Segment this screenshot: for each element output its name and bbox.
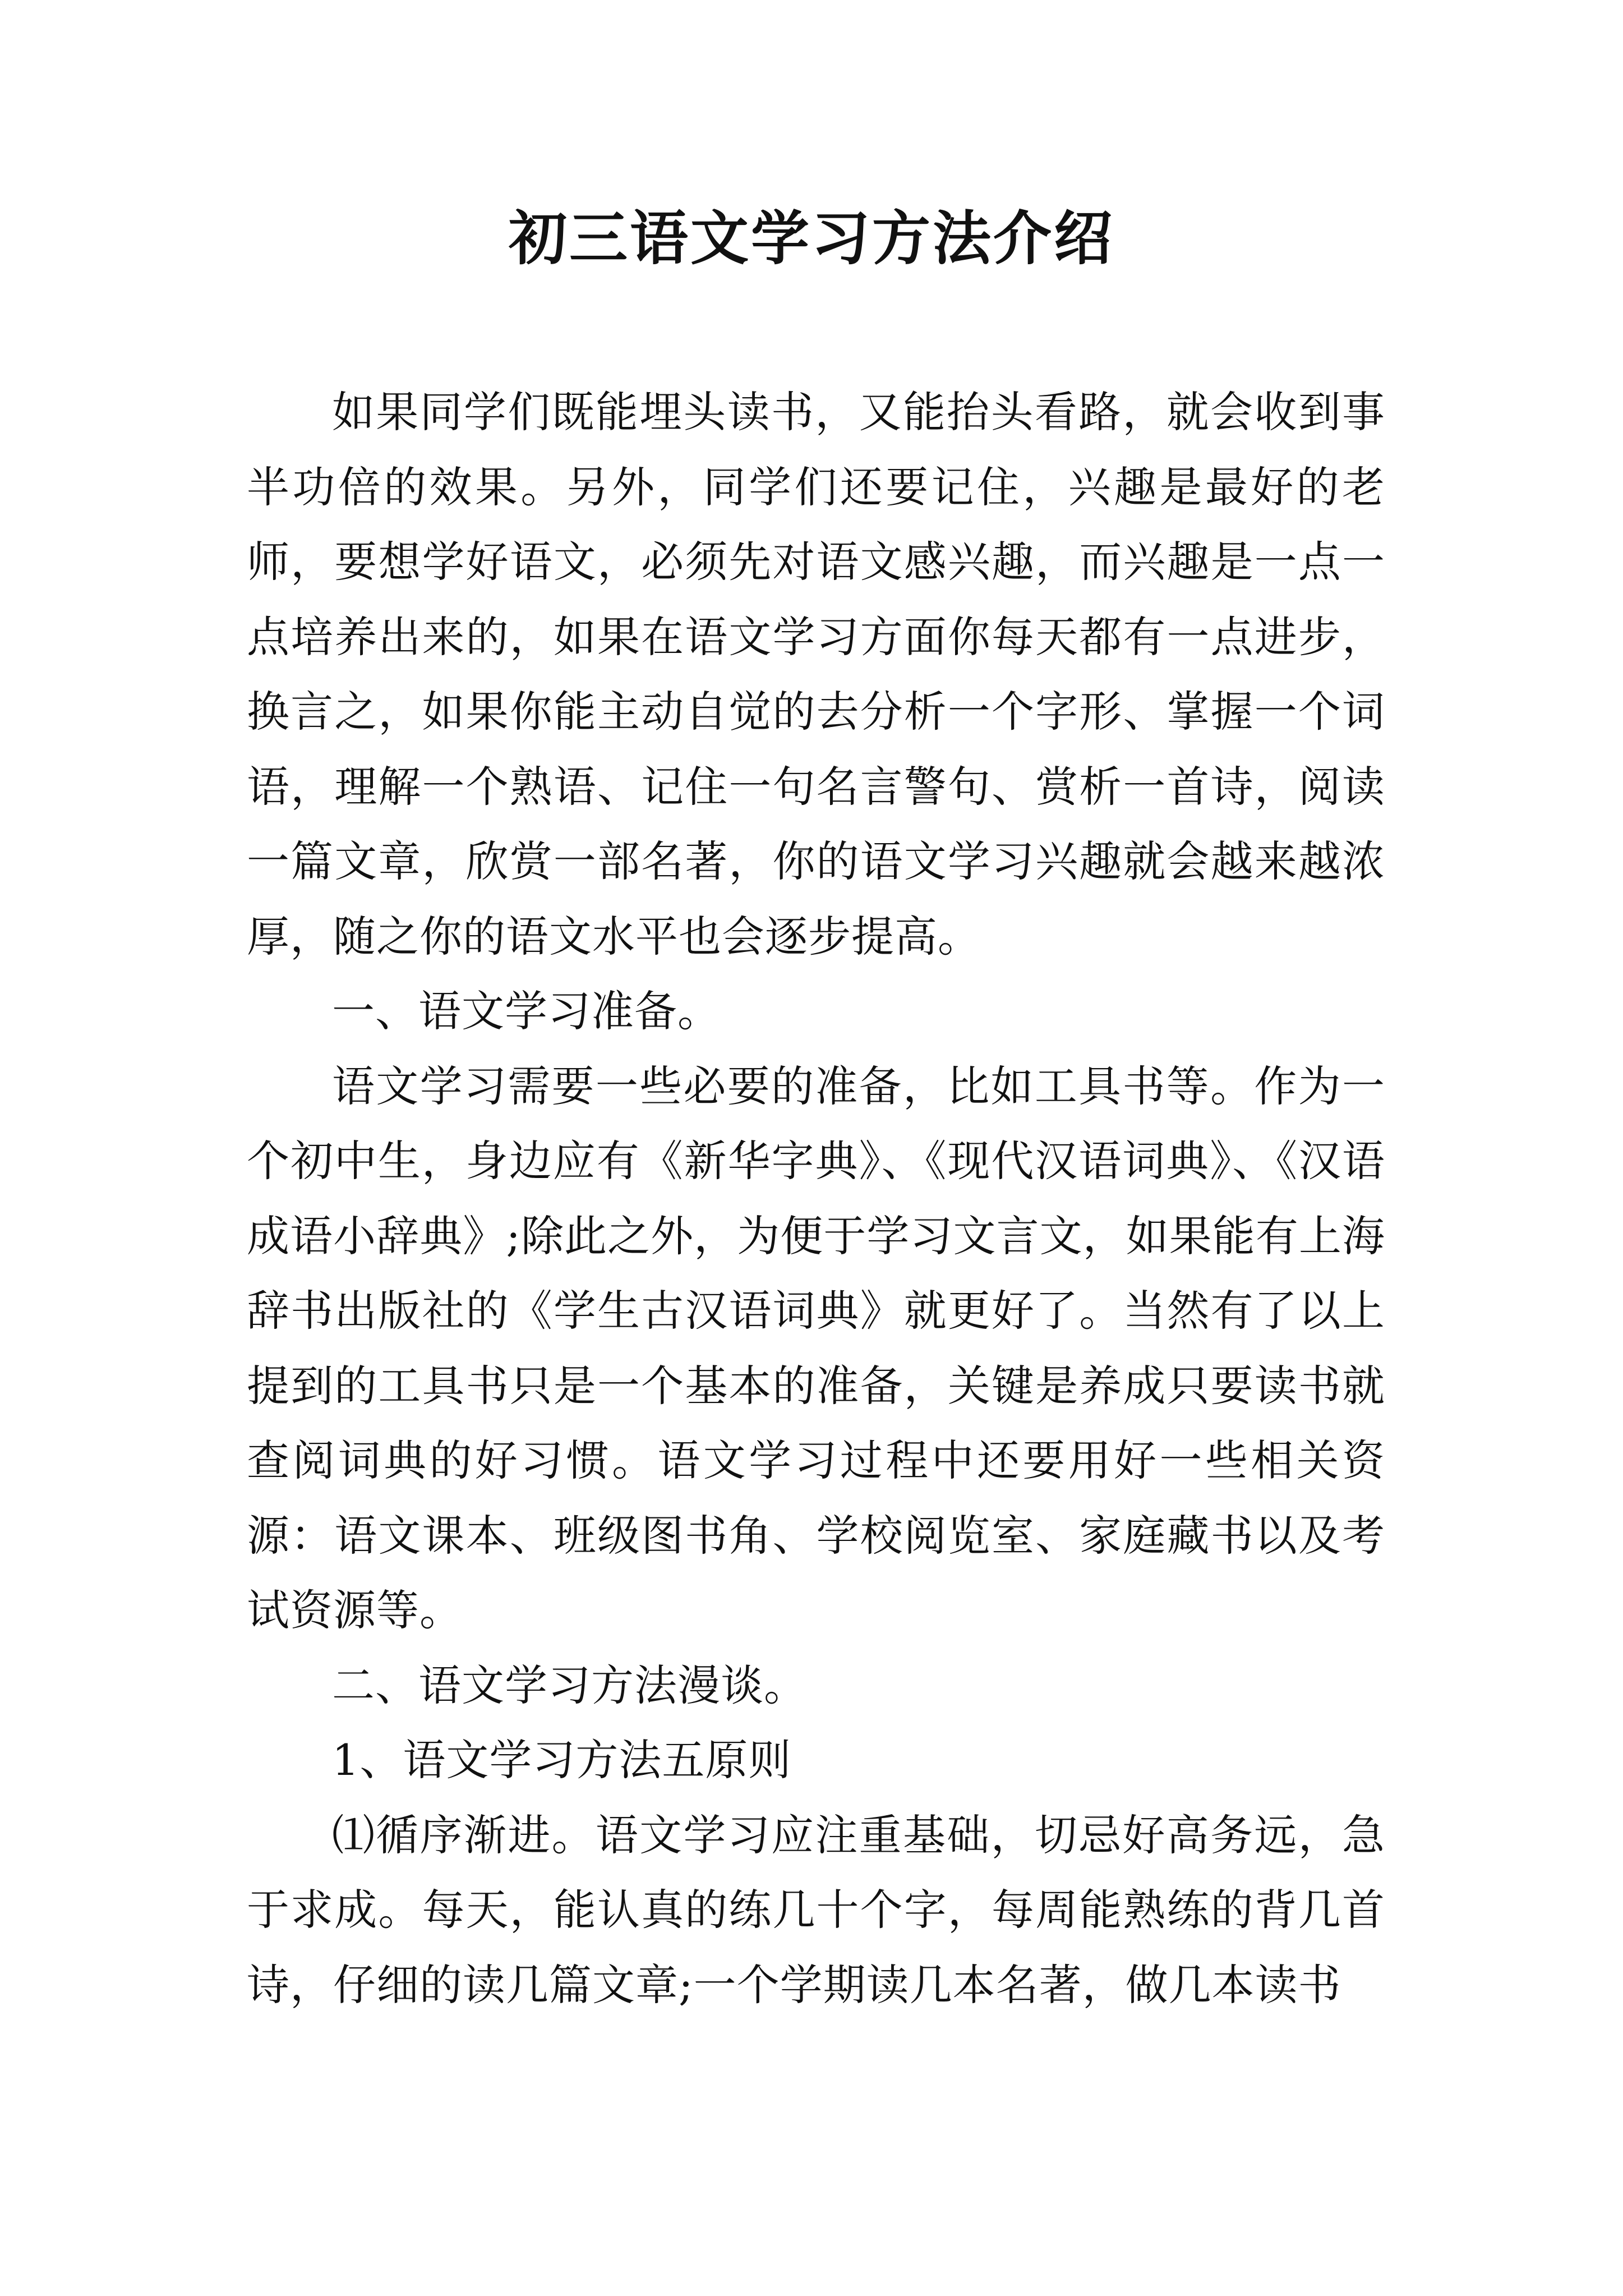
document-title: 初三语文学习方法介绍 [508,204,1114,273]
principle-paragraph-1: ⑴循序渐进。语文学习应注重基础，切忌好高务远，急于求成。每天，能认真的练几十个字，每周能熟练的背几首诗，仔细的读几篇文章;一个学期读几本名著，做几本读书 [247,1810,1385,2010]
intro-paragraph: 如果同学们既能埋头读书，又能抬头看路，就会收到事半功倍的效果。另外，同学们还要记住，兴趣是最好的老师，要想学好语文，必须先对语文感兴趣，而兴趣是一点一点培养出来的，如果在语文学习方面你每天都有一点进步，换言之，如果你能主动自觉的去分析一个字形、掌握一个词语，理解一个熟语、记住一句名言警句、赏析一首诗，阅读一篇文章，欣赏一部名著，你的语文学习兴趣就会越来越浓厚，随之你的语文水平也会逐步提高。 [247,387,1385,961]
section-heading-preparation: 一、语文学习准备。 [332,986,721,1036]
document-body [247,375,1385,2022]
section-heading-methods: 二、语文学习方法漫谈。 [332,1660,807,1710]
preparation-paragraph: 语文学习需要一些必要的准备，比如工具书等。作为一个初中生，身边应有《新华字典》、《现代汉语词典》、《汉语成语小辞典》;除此之外，为便于学习文言文，如果能有上海辞书出版社的《学生古汉语词典》就更好了。当然有了以上提到的工具书只是一个基本的准备，关键是养成只要读书就查阅词典的好习惯。语文学习过程中还要用好一些相关资源：语文课本、班级图书角、学校阅览室、家庭藏书以及考试资源等。 [247,1061,1385,1635]
subsection-heading-principles: 1、语文学习方法五原则 [332,1735,792,1785]
